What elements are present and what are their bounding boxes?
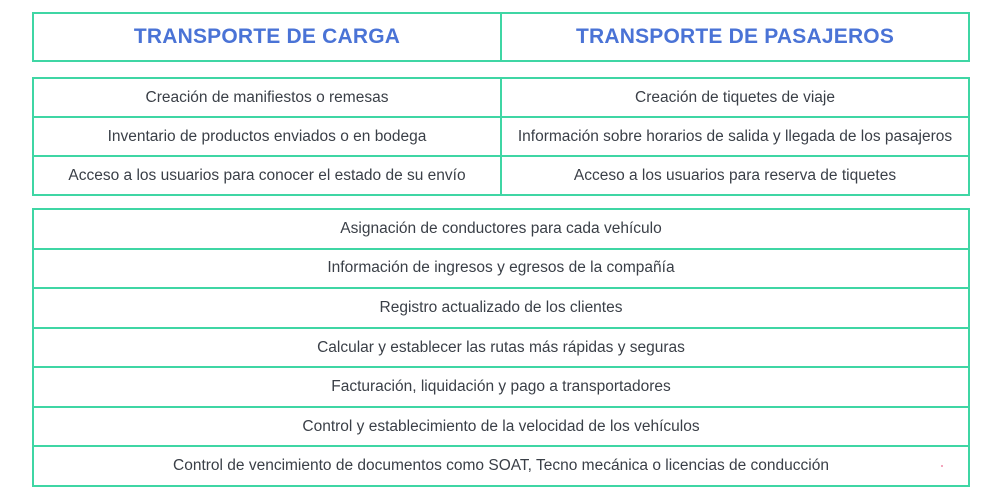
carga-heading: TRANSPORTE DE CARGA	[133, 25, 401, 48]
pasajeros-heading: TRANSPORTE DE PASAJEROS	[500, 14, 968, 60]
pasajeros-item: Acceso a los usuarios para reserva de tiquetes	[502, 155, 968, 194]
carga-item: Creación de manifiestos o remesas	[145, 88, 389, 106]
decorative-dot	[941, 465, 943, 467]
common-item: Información de ingresos y egresos de la compañía	[34, 248, 968, 288]
common-item: Registro actualizado de los clientes	[34, 287, 968, 327]
common-item: Calcular y establecer las rutas más rápidas y seguras	[34, 327, 968, 367]
pasajeros-item: Información sobre horarios de salida y llegada de los pasajeros	[502, 116, 968, 155]
carga-item: Inventario de productos enviados o en bodega	[34, 116, 500, 155]
common-item: Control de vencimiento de documentos como SOAT, Tecno mecánica o licencias de conducción	[34, 445, 968, 485]
common-item: Facturación, liquidación y pago a transportadores	[34, 366, 968, 406]
common-item: Control y establecimiento de la velocidad de los vehículos	[34, 406, 968, 446]
pasajeros-item: Creación de tiquetes de viaje	[635, 88, 835, 106]
carga-item: Acceso a los usuarios para conocer el estado de su envío	[34, 155, 500, 194]
common-item: Asignación de conductores para cada vehículo	[340, 219, 662, 237]
carga-column	[34, 79, 500, 194]
header-table	[32, 12, 970, 62]
pasajeros-column	[500, 79, 968, 194]
specific-features-table	[32, 77, 970, 196]
common-features-table	[32, 208, 970, 487]
